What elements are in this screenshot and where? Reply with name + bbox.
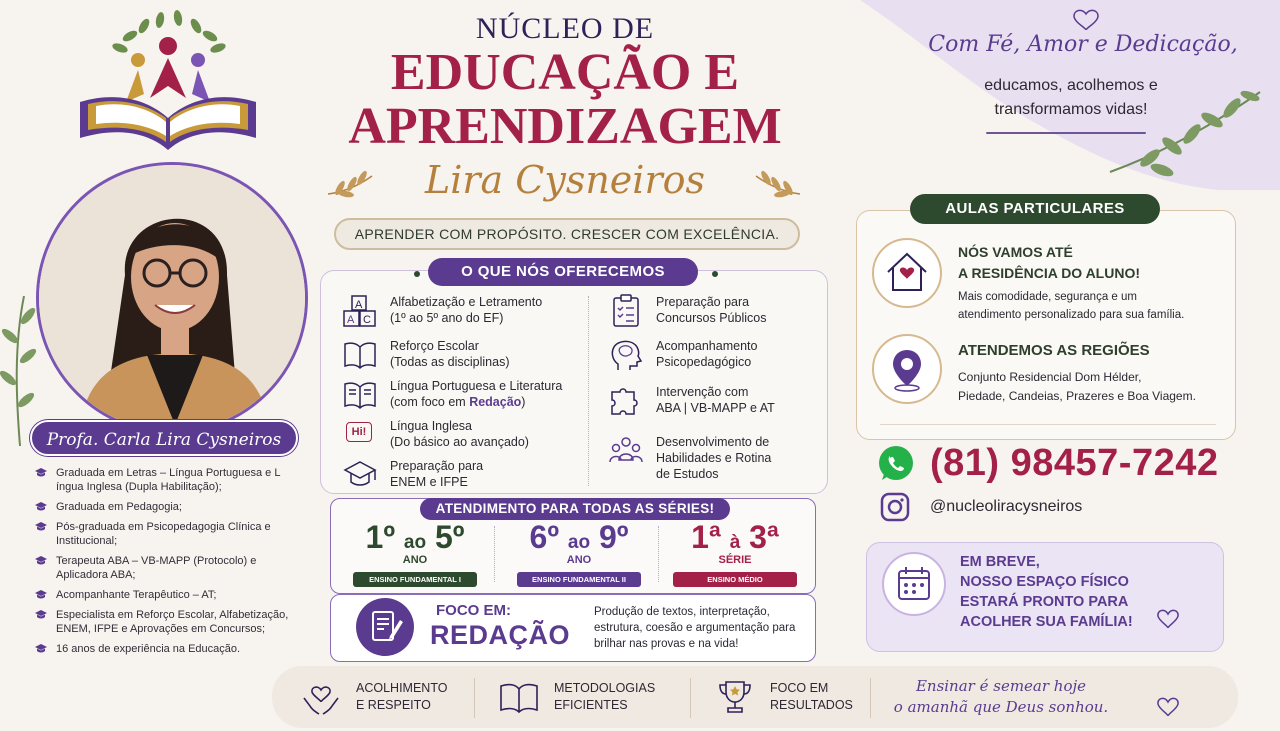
redacao-title: REDAÇÃO [430,620,571,650]
dot-decoration [414,271,420,277]
offer-item: Desenvolvimento de Habilidades e Rotina de Estudos [608,434,771,482]
graduation-cap-icon [34,554,48,568]
credential-item: Acompanhante Terapêutico – AT; [34,588,296,602]
graduation-cap-icon [34,466,48,480]
header-script-name: Lira Cysneiros [425,158,705,202]
clipboard-icon [608,294,644,328]
head-brain-icon [608,338,644,372]
slogan-banner: APRENDER COM PROPÓSITO. CRESCER COM EXCELÊNCIA. [334,218,800,250]
graduation-cap-icon [34,608,48,622]
calendar-icon [882,552,946,616]
serie-divider [658,526,659,582]
offer-item: Preparação para ENEM e IFPE [342,458,483,492]
hands-heart-icon [300,676,342,718]
header-title-line2: APRENDIZAGEM [348,98,782,155]
graduation-cap-icon [34,642,48,656]
instagram-handle[interactable]: @nucleoliracysneiros [930,498,1083,515]
teacher-name-banner: Profa. Carla Lira Cysneiros [30,420,298,456]
tagline-script: Com Fé, Amor e Dedicação, [928,32,1238,57]
location-pin-icon [872,334,942,404]
credential-item: Terapeuta ABA – VB-MAPP (Protocolo) e Aplicadora ABA; [34,554,296,582]
teacher-photo [36,162,308,434]
svg-text:C: C [363,314,371,326]
redacao-description: Produção de textos, interpretação, estrutura, coesão e argumentação para brilhar nas provas e na vida! [594,606,796,650]
serie-fund2: 6º ao 9º ANO ENSINO FUNDAMENTAL II [504,520,654,587]
header-title-line1: EDUCAÇÃO E [390,44,740,101]
serie-divider [494,526,495,582]
puzzle-icon [608,384,644,418]
leaf-branch-icon [0,296,40,446]
offer-item: Acompanhamento Psicopedagógico [608,338,757,372]
graduation-cap-icon [342,458,378,492]
foco-em-label: FOCO EM: [436,602,511,619]
trophy-icon [714,676,756,718]
header-nucleo: NÚCLEO DE [475,12,655,45]
bottom-separator [870,678,871,718]
bottom-separator [690,678,691,718]
regioes-description: Conjunto Residencial Dom Hélder, Piedade, Candeias, Prazeres e Boa Viagem. [958,370,1196,403]
tagline-text: educamos, acolhemos e transformamos vidas! [984,77,1158,118]
credentials-list [34,466,296,662]
serie-fund1: 1º ao 5º ANO ENSINO FUNDAMENTAL I [340,520,490,587]
divider [880,424,1216,425]
bottom-separator [474,678,475,718]
regioes-title: ATENDEMOS AS REGIÕES [958,342,1150,359]
credential-item: Especialista em Reforço Escolar, Alfabetização, ENEM, IFPE e Aprovações em Concursos; [34,608,296,636]
abc-blocks-icon [342,294,378,328]
credential-item: Graduada em Pedagogia; [34,500,296,514]
vamos-title: NÓS VAMOS ATÉ A RESIDÊNCIA DO ALUNO! [958,244,1140,281]
em-breve-text: EM BREVE, NOSSO ESPAÇO FÍSICO ESTARÁ PRONTO PARA ACOLHER SUA FAMÍLIA! [960,554,1133,630]
footer-quote: Ensinar é semear hoje o amanhã que Deus sonhou. [893,677,1109,716]
book-icon [342,378,378,412]
series-title: ATENDIMENTO PARA TODAS AS SÉRIES! [420,498,730,520]
serie-medio: 1ª à 3ª SÉRIE ENSINO MÉDIO [660,520,810,587]
teacher-portrait-image [39,165,308,434]
credential-item: 16 anos de experiência na Educação. [34,642,296,656]
feature-metodologias: METODOLOGIAS EFICIENTES [498,676,655,718]
offer-item: Intervenção com ABA | VB-MAPP e AT [608,384,775,418]
feature-acolhimento: ACOLHIMENTO E RESPEITO [300,676,447,718]
credential-item: Pós-graduada em Psicopedagogia Clínica e Institucional; [34,520,296,548]
graduation-cap-icon [34,520,48,534]
writing-pencil-icon [356,598,414,656]
svg-text:A: A [355,299,363,311]
instagram-icon[interactable] [880,492,910,522]
heart-outline-icon [1156,608,1180,630]
heart-outline-icon [1156,696,1180,718]
graduation-cap-icon [34,588,48,602]
speech-bubble-icon: Hi! [342,418,378,452]
credential-item: Graduada em Letras – Língua Portuguesa e L íngua Inglesa (Dupla Habilitação); [34,466,296,494]
group-icon [608,434,644,468]
house-heart-icon [872,238,942,308]
laurel-right-icon [752,168,804,200]
tagline-underline [986,132,1146,134]
phone-number[interactable]: (81) 98457-7242 [930,442,1219,484]
whatsapp-icon[interactable] [876,444,916,484]
open-book-icon [342,338,378,372]
feature-resultados: FOCO EM RESULTADOS [714,676,853,718]
offer-item: A A C Alfabetização e Letramento (1º ao 5º ano do EF) [342,294,542,328]
dot-decoration [712,271,718,277]
graduation-cap-icon [34,500,48,514]
offer-item: Preparação para Concursos Públicos [608,294,766,328]
offer-item: Hi! Língua Inglesa (Do básico ao avançado) [342,418,529,452]
svg-text:A: A [347,314,355,326]
laurel-left-icon [324,168,376,200]
logo-tree-book-icon [70,6,266,156]
offer-title: O QUE NÓS OFERECEMOS [428,258,698,286]
offer-item: Língua Portuguesa e Literatura (com foco em Redação) [342,378,562,412]
aulas-title: AULAS PARTICULARES [910,194,1160,224]
offer-divider [588,296,589,486]
vamos-description: Mais comodidade, segurança e um atendimento personalizado para sua família. [958,291,1185,321]
open-book-icon [498,676,540,718]
offer-item: Reforço Escolar (Todas as disciplinas) [342,338,510,372]
